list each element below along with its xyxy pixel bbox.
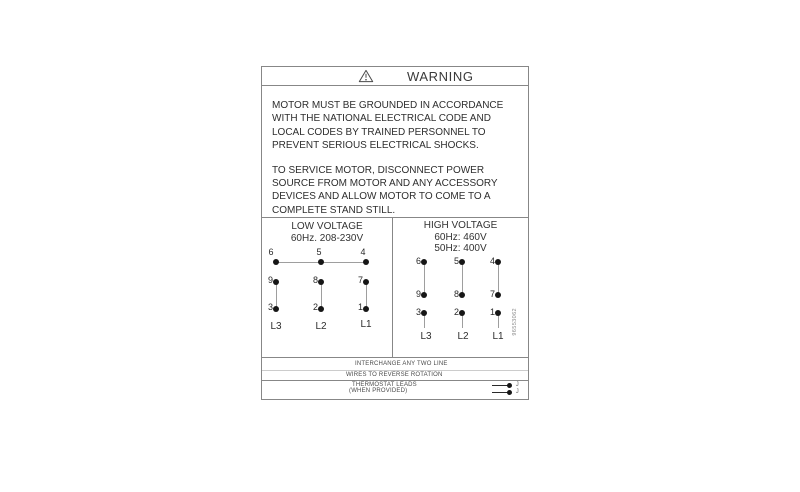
rotation-note-line: WIRES TO REVERSE ROTATION [346, 372, 443, 379]
terminal-dot [363, 279, 369, 285]
warning-text-line: MOTOR MUST BE GROUNDED IN ACCORDANCE [272, 100, 504, 111]
terminal-dot [273, 279, 279, 285]
terminal-dot [495, 259, 501, 265]
wire-line [276, 282, 277, 309]
thermostat-note-line: THERMOSTAT LEADS [352, 382, 417, 389]
terminal-dot [273, 306, 279, 312]
wire-line [498, 262, 499, 295]
wire-line [321, 282, 322, 309]
line-label: L2 [315, 321, 327, 333]
warning-text-block [262, 86, 528, 217]
warning-text-line: DEVICES AND ALLOW MOTOR TO COME TO A [272, 191, 491, 203]
terminal-dot [363, 306, 369, 312]
terminal-number: 4 [360, 247, 366, 258]
terminal-dot [318, 306, 324, 312]
terminal-number: 3 [415, 307, 421, 318]
terminal-number: 3 [267, 302, 273, 313]
line-label: L3 [420, 331, 432, 343]
thermostat-note-line: (WHEN PROVIDED) [349, 388, 408, 395]
warning-text-line: LOCAL CODES BY TRAINED PERSONNEL TO [272, 126, 486, 138]
warning-text-line: SOURCE FROM MOTOR AND ANY ACCESSORY [272, 178, 498, 190]
terminal-number: 7 [357, 275, 363, 286]
warning-triangle-icon [358, 69, 374, 88]
wire-line [424, 262, 425, 295]
warning-text-line: WITH THE NATIONAL ELECTRICAL CODE AND [272, 113, 491, 125]
terminal-dot [459, 310, 465, 316]
lead-wire-line [492, 392, 508, 393]
wiring-diagrams-section [262, 217, 528, 357]
terminal-dot [318, 279, 324, 285]
service-warning-paragraph [272, 164, 518, 218]
rotation-note-line: INTERCHANGE ANY TWO LINE [355, 361, 448, 368]
low-voltage-diagram [262, 218, 393, 357]
low-voltage-heading [262, 221, 392, 245]
terminal-number: 1 [357, 302, 363, 313]
terminal-dot [421, 310, 427, 316]
terminal-number: 7 [489, 289, 495, 300]
terminal-dot [421, 292, 427, 298]
divider-line [262, 370, 528, 371]
motor-wiring-warning-label [261, 66, 529, 400]
line-label: L1 [492, 331, 504, 343]
terminal-dot [459, 292, 465, 298]
low-voltage-subtitle: 60Hz. 208-230V [290, 233, 364, 245]
high-voltage-diagram [393, 218, 528, 357]
terminal-number: 4 [489, 256, 495, 267]
lead-wire-line [492, 385, 508, 386]
rotation-note-band [262, 357, 528, 380]
warning-text-line: COMPLETE STAND STILL. [272, 204, 396, 216]
lead-dot [507, 390, 512, 395]
terminal-number: 2 [453, 307, 459, 318]
wire-line [366, 282, 367, 309]
terminal-number: 8 [453, 289, 459, 300]
high-voltage-subtitle: 60Hz: 460V [434, 231, 487, 243]
high-voltage-title: HIGH VOLTAGE [423, 220, 498, 232]
part-number: 96553062 [512, 308, 518, 336]
warning-title: WARNING [407, 69, 474, 84]
thermostat-lead-symbol [492, 389, 519, 395]
lead-label: J [515, 389, 519, 396]
lead-dot [507, 383, 512, 388]
terminal-dot [459, 259, 465, 265]
terminal-dot [318, 259, 324, 265]
terminal-number: 9 [267, 275, 273, 286]
grounding-warning-paragraph [272, 99, 518, 153]
high-voltage-subtitle: 50Hz: 400V [434, 243, 487, 255]
terminal-number: 5 [453, 256, 459, 267]
terminal-dot [495, 310, 501, 316]
warning-header [262, 67, 528, 86]
terminal-number: 8 [312, 275, 318, 286]
low-voltage-title: LOW VOLTAGE [291, 221, 363, 233]
thermostat-band [262, 380, 528, 394]
terminal-dot [421, 259, 427, 265]
line-label: L3 [270, 321, 282, 333]
lead-label: J [515, 382, 519, 389]
terminal-dot [495, 292, 501, 298]
wire-line [462, 262, 463, 295]
high-voltage-heading [393, 220, 528, 255]
terminal-dot [363, 259, 369, 265]
terminal-number: 1 [489, 307, 495, 318]
terminal-number: 6 [415, 256, 421, 267]
terminal-number: 2 [312, 302, 318, 313]
terminal-number: 9 [415, 289, 421, 300]
terminal-dot [273, 259, 279, 265]
terminal-number: 5 [316, 247, 322, 258]
terminal-number: 6 [268, 247, 274, 258]
line-label: L1 [360, 319, 372, 331]
warning-text-line: PREVENT SERIOUS ELECTRICAL SHOCKS. [272, 140, 479, 152]
line-label: L2 [457, 331, 469, 343]
warning-text-line: TO SERVICE MOTOR, DISCONNECT POWER [272, 164, 485, 176]
thermostat-lead-symbol [492, 382, 519, 388]
